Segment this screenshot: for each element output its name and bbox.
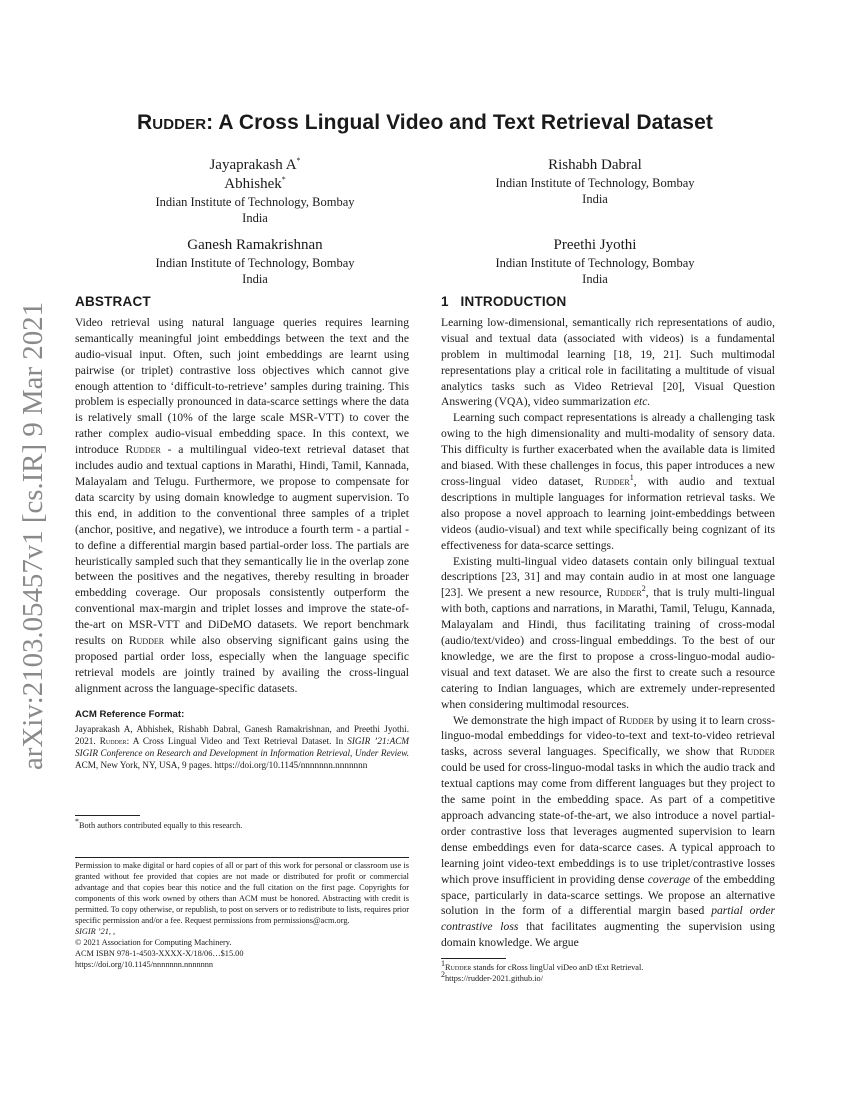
permission-text: Permission to make digital or hard copies of all or part of this work for personal or classroom use is granted without fee provided that copies are not made or distributed for profit or commercial advantage and that copies bear this notice and the full citation on the first page. Copyrights for components of this work owned by others than ACM must be honored. Abstracting with credit is permitted. To copy otherwise, or republish, to post on servers or to redistribute to lists, requires prior specific permission and/or a fee. Request permissions from permissions@acm.org. xyxy=(75,861,409,925)
intro-paragraph-2: Learning such compact representations is already a challenging task owing to the high dimensionality and multi-modality of sensory data. This difficulty is further exacerbated when the available data is limited and biased. With these challenges in focus, this paper introduces a new cross-lingual video dataset, Rudder$^1$, with audio and textual descriptions in multiple languages for information retrieval tasks. We also propose a novel approach to learning joint-embeddings between videos (audio-visual) and text while specifically being cognizant of its effectiveness for data-scarce settings. xyxy=(441,411,775,552)
author-country: India xyxy=(242,211,268,225)
arxiv-id: arXiv:2103.05457v1 [cs.IR] 9 Mar 2021 xyxy=(17,300,49,770)
author-name: Preethi Jyothi xyxy=(553,237,637,253)
abstract-heading: ABSTRACT xyxy=(75,294,151,309)
intro-paragraph-4: We demonstrate the high impact of Rudder by using it to learn cross-linguo-modal embeddings for video-to-text and text-to-video retrieval tasks, across several languages. Specifically, we show that Rudder could be used for cross-linguo-modal tasks in which the audio track and textual captions may come from different languages but they project to the same point in the embedding space. As part of a competitive approach advancing state-of-the-art, we also introduce a novel partial-order contrastive loss that leverages augmented supervision to learn dense embeddings even for data-scarce cases. A typical approach to learning joint video-text embeddings is to use triplet/contrastive losses which prove insufficient in providing dense coverage of the embedding space, particularly in data-scarce settings. We propose an alternative solution in the form of a differential margin based partial order contrastive loss that facilitates augmenting the supervision using domain knowledge. We argue xyxy=(441,713,775,950)
author-name: Ganesh Ramakrishnan xyxy=(187,237,323,253)
copyright-line: © 2021 Association for Computing Machinery. xyxy=(75,938,232,947)
left-column xyxy=(75,294,409,771)
author-name: Jayaprakash A* xyxy=(209,156,301,173)
footnote-rule xyxy=(75,815,140,816)
author-affiliation: Indian Institute of Technology, Bombay xyxy=(495,176,695,190)
author-name: Rishabh Dabral xyxy=(548,157,642,173)
intro-paragraph-1: Learning low-dimensional, semantically rich representations of audio, visual and textual data (associated with videos) is a fundamental problem in multimodal learning [18, 19, 21]. Such multimodal representations play a critical role in facilitating a multitude of visual analytics tasks such as Video Retrieval [20], Visual Question Answering (VQA), video summarization etc. xyxy=(441,315,775,409)
footnote-2: $^2$https://rudder-2021.github.io/ xyxy=(441,970,544,983)
footnote-star: *Both authors contributed equally to this research. xyxy=(75,817,243,830)
intro-footnotes xyxy=(441,959,775,984)
author-block-4 xyxy=(468,236,722,287)
permission-rule xyxy=(75,857,409,858)
right-column xyxy=(441,294,775,951)
intro-paragraph-3: Existing multi-lingual video datasets contain only bilingual textual descriptions [23, 31] and may contain audio in at most one language [23]. We present a new resource, Rudder$^2$, that is truly multi-lingual with both, captions and narrations, in Marathi, Tamil, Telugu, Kannada, Malayalam and Hindi, thus facilitating training of cross-modal (audio/text/video) and cross-lingual embeddings. To the best of our knowledge, we are the first to propose a cross-linguo-modal audio-visual and text dataset. We are also the first to create such a resource catering to Indian languages, which are extremely under-represented when considering multimodal resources. xyxy=(441,554,775,711)
author-affiliation: Indian Institute of Technology, Bombay xyxy=(155,195,355,209)
intro-heading: 1 INTRODUCTION xyxy=(441,294,567,309)
author-affiliation: Indian Institute of Technology, Bombay xyxy=(495,256,695,270)
footnote-1: $^1$Rudder stands for cRoss lingUal viDeo anD tExt Retrieval. xyxy=(441,959,644,972)
acm-reference: ACM Reference Format: Jayaprakash A, Abhishek, Rishabh Dabral, Ganesh Ramakrishnan, and Preethi Jyothi. 2021. Rudder: A Cross Lingual Video and Text Retrieval Dataset. In SIGIR ’21:ACM SIGIR Conference on Research and Development in Information Retrieval, Under Review. ACM, New York, NY, USA, 9 pages. https://doi.org/10.1145/nnnnnnn.nnnnnnn xyxy=(75,708,409,770)
acm-reference-heading: ACM Reference Format: xyxy=(75,708,185,720)
doi-line: https://doi.org/10.1145/nnnnnnn.nnnnnnn xyxy=(75,960,214,969)
author-country: India xyxy=(582,192,608,206)
author-country: India xyxy=(242,272,268,286)
abstract-text: Video retrieval using natural language queries requires learning semantically meaningful joint embeddings between the text and the audio-visual input. Often, such joint embeddings are learnt using pairwise (or triplet) contrastive loss objectives which cannot give enough attention to ‘difficult-to-retrieve’ samples during training. This problem is especially pronounced in data-scarce settings where the data is relatively small (10% of the large scale MSR-VTT) to cover the rather complex audio-visual embedding space. In this context, we introduce Rudder - a multilingual video-text retrieval dataset that includes audio and textual captions in Marathi, Hindi, Tamil, Kannada, Malayalam and Telugu. Furthermore, we propose to compensate for data scarcity by using domain knowledge to augment supervision. To this end, in addition to the conventional three samples of a triplet (anchor, positive, and negative), we introduce a fourth term - a partial - to define a differential margin based partial-order loss. The partials are heuristically sampled such that they semantically lie in the overlap zone between the positives and the negatives, thereby resulting in broader embedding coverage. Our proposals consistently outperform the conventional max-margin and triplet losses and improve the state-of-the-art on MSR-VTT and DiDeMO datasets. We report benchmark results on Rudder while also observing significant gains using the proposed partial order loss, especially when the language specific retrieval models are jointly trained by availing the cross-lingual alignment across the language-specific datasets. xyxy=(75,315,410,695)
author-country: India xyxy=(582,272,608,286)
intro-footnote-rule xyxy=(441,958,506,959)
permission-block xyxy=(75,860,409,970)
arxiv-stamp xyxy=(2,300,52,770)
paper-title: Rudder: A Cross Lingual Video and Text Retrieval Dataset xyxy=(137,111,713,134)
author-block-3 xyxy=(128,236,382,287)
author-affiliation: Indian Institute of Technology, Bombay xyxy=(155,256,355,270)
author-block-2 xyxy=(468,156,722,207)
author-name: Abhishek* xyxy=(224,175,286,192)
author-block-1 xyxy=(128,156,382,226)
conference-line: SIGIR ’21, , xyxy=(75,927,116,936)
isbn-line: ACM ISBN 978-1-4503-XXXX-X/18/06…$15.00 xyxy=(75,949,244,958)
footnote-1-expansion: cRoss lingUal viDeo anD tExt Retrieval. xyxy=(507,963,644,972)
